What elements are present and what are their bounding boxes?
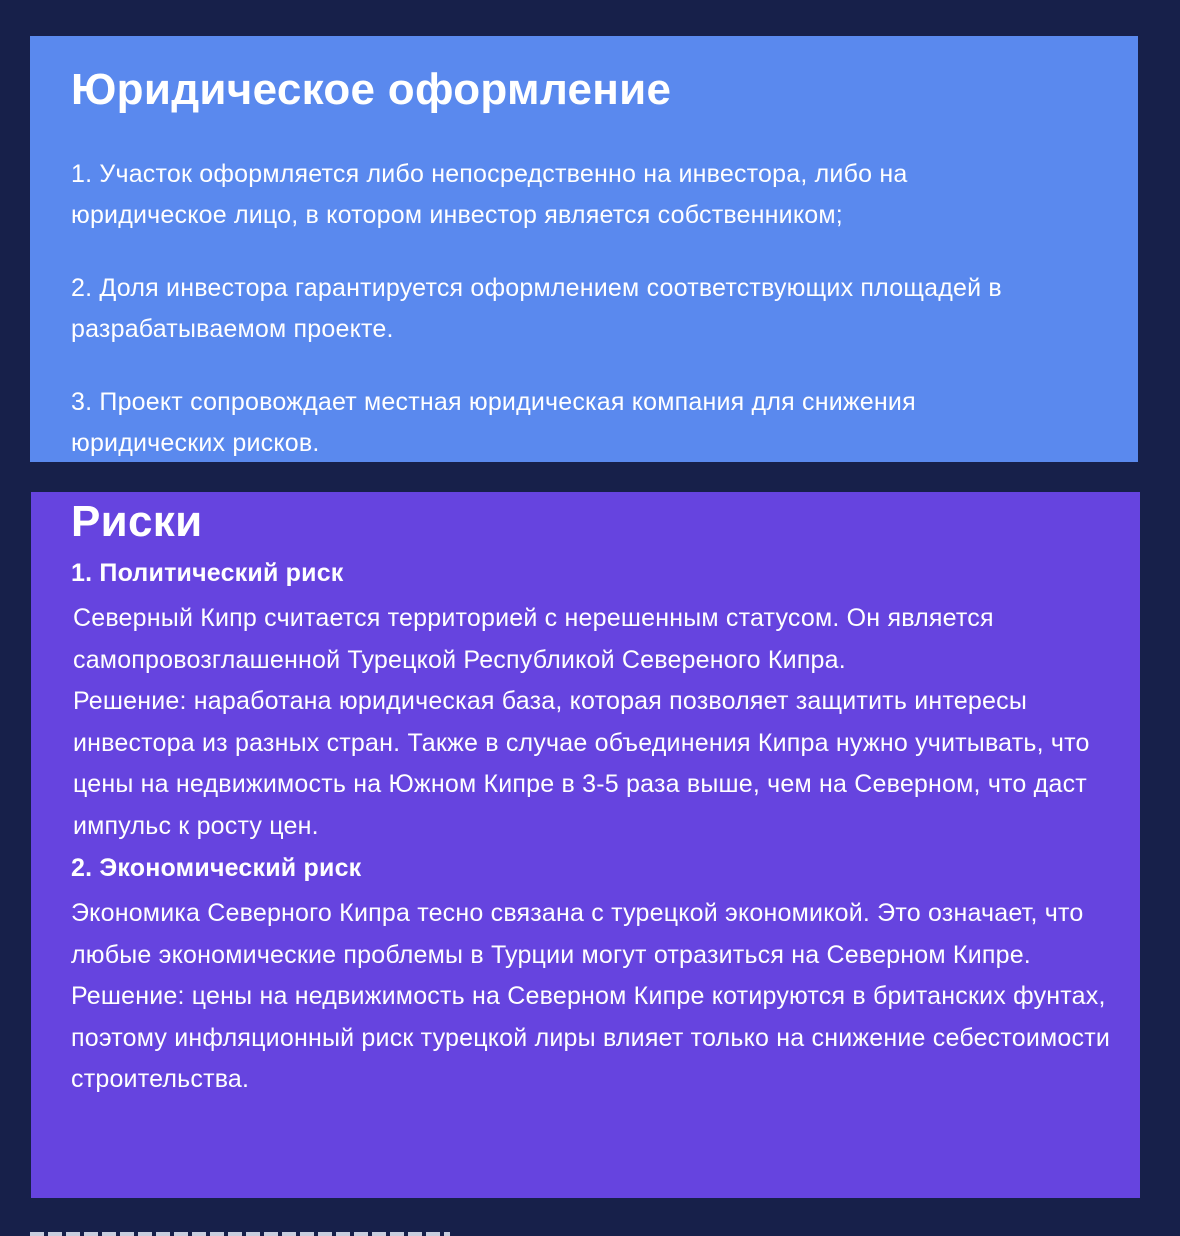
political-risk-description: Северный Кипр считается территорией с нерешенным статусом. Он является самопровозглашенной Турецкой Республикой Севереного Кипра.: [73, 604, 994, 674]
legal-item-3: 3. Проект сопровождает местная юридическая компания для снижения юридических рисков.: [71, 388, 916, 457]
economic-risk-description: Экономика Северного Кипра тесно связана с турецкой экономикой. Это означает, что любые экономические проблемы в Турции могут отразиться на Северном Кипре.: [71, 899, 1084, 969]
political-risk-heading: 1. Политический риск: [71, 559, 344, 587]
economic-risk-heading: 2. Экономический риск: [71, 854, 362, 882]
economic-risk-body: [71, 893, 1140, 1101]
risks-section-title: Риски: [71, 497, 203, 546]
risks-section: [31, 492, 1140, 1198]
legal-item-2: 2. Доля инвестора гарантируется оформлением соответствующих площадей в разрабатываемом проекте.: [71, 274, 1002, 343]
economic-risk-solution: Решение: цены на недвижимость на Северном Кипре котируются в британских фунтах, поэтому инфляционный риск турецкой лиры влияет только на снижение себестоимости строительства.: [71, 982, 1111, 1093]
legal-item-1: 1. Участок оформляется либо непосредственно на инвестора, либо на юридическое лицо, в котором инвестор является собственником;: [71, 160, 908, 229]
legal-section: [30, 36, 1138, 462]
political-risk-body: [71, 598, 1123, 847]
legal-section-title: Юридическое оформление: [71, 65, 672, 114]
political-risk-solution: Решение: наработана юридическая база, которая позволяет защитить интересы инвестора из разных стран. Также в случае объединения Кипра нужно учитывать, что цены на недвижимость на Южном Кипре в 3-5 раза выше, чем на Северном, что даст импульс к росту цен.: [73, 687, 1090, 840]
cropped-text-strip: [30, 1226, 450, 1236]
